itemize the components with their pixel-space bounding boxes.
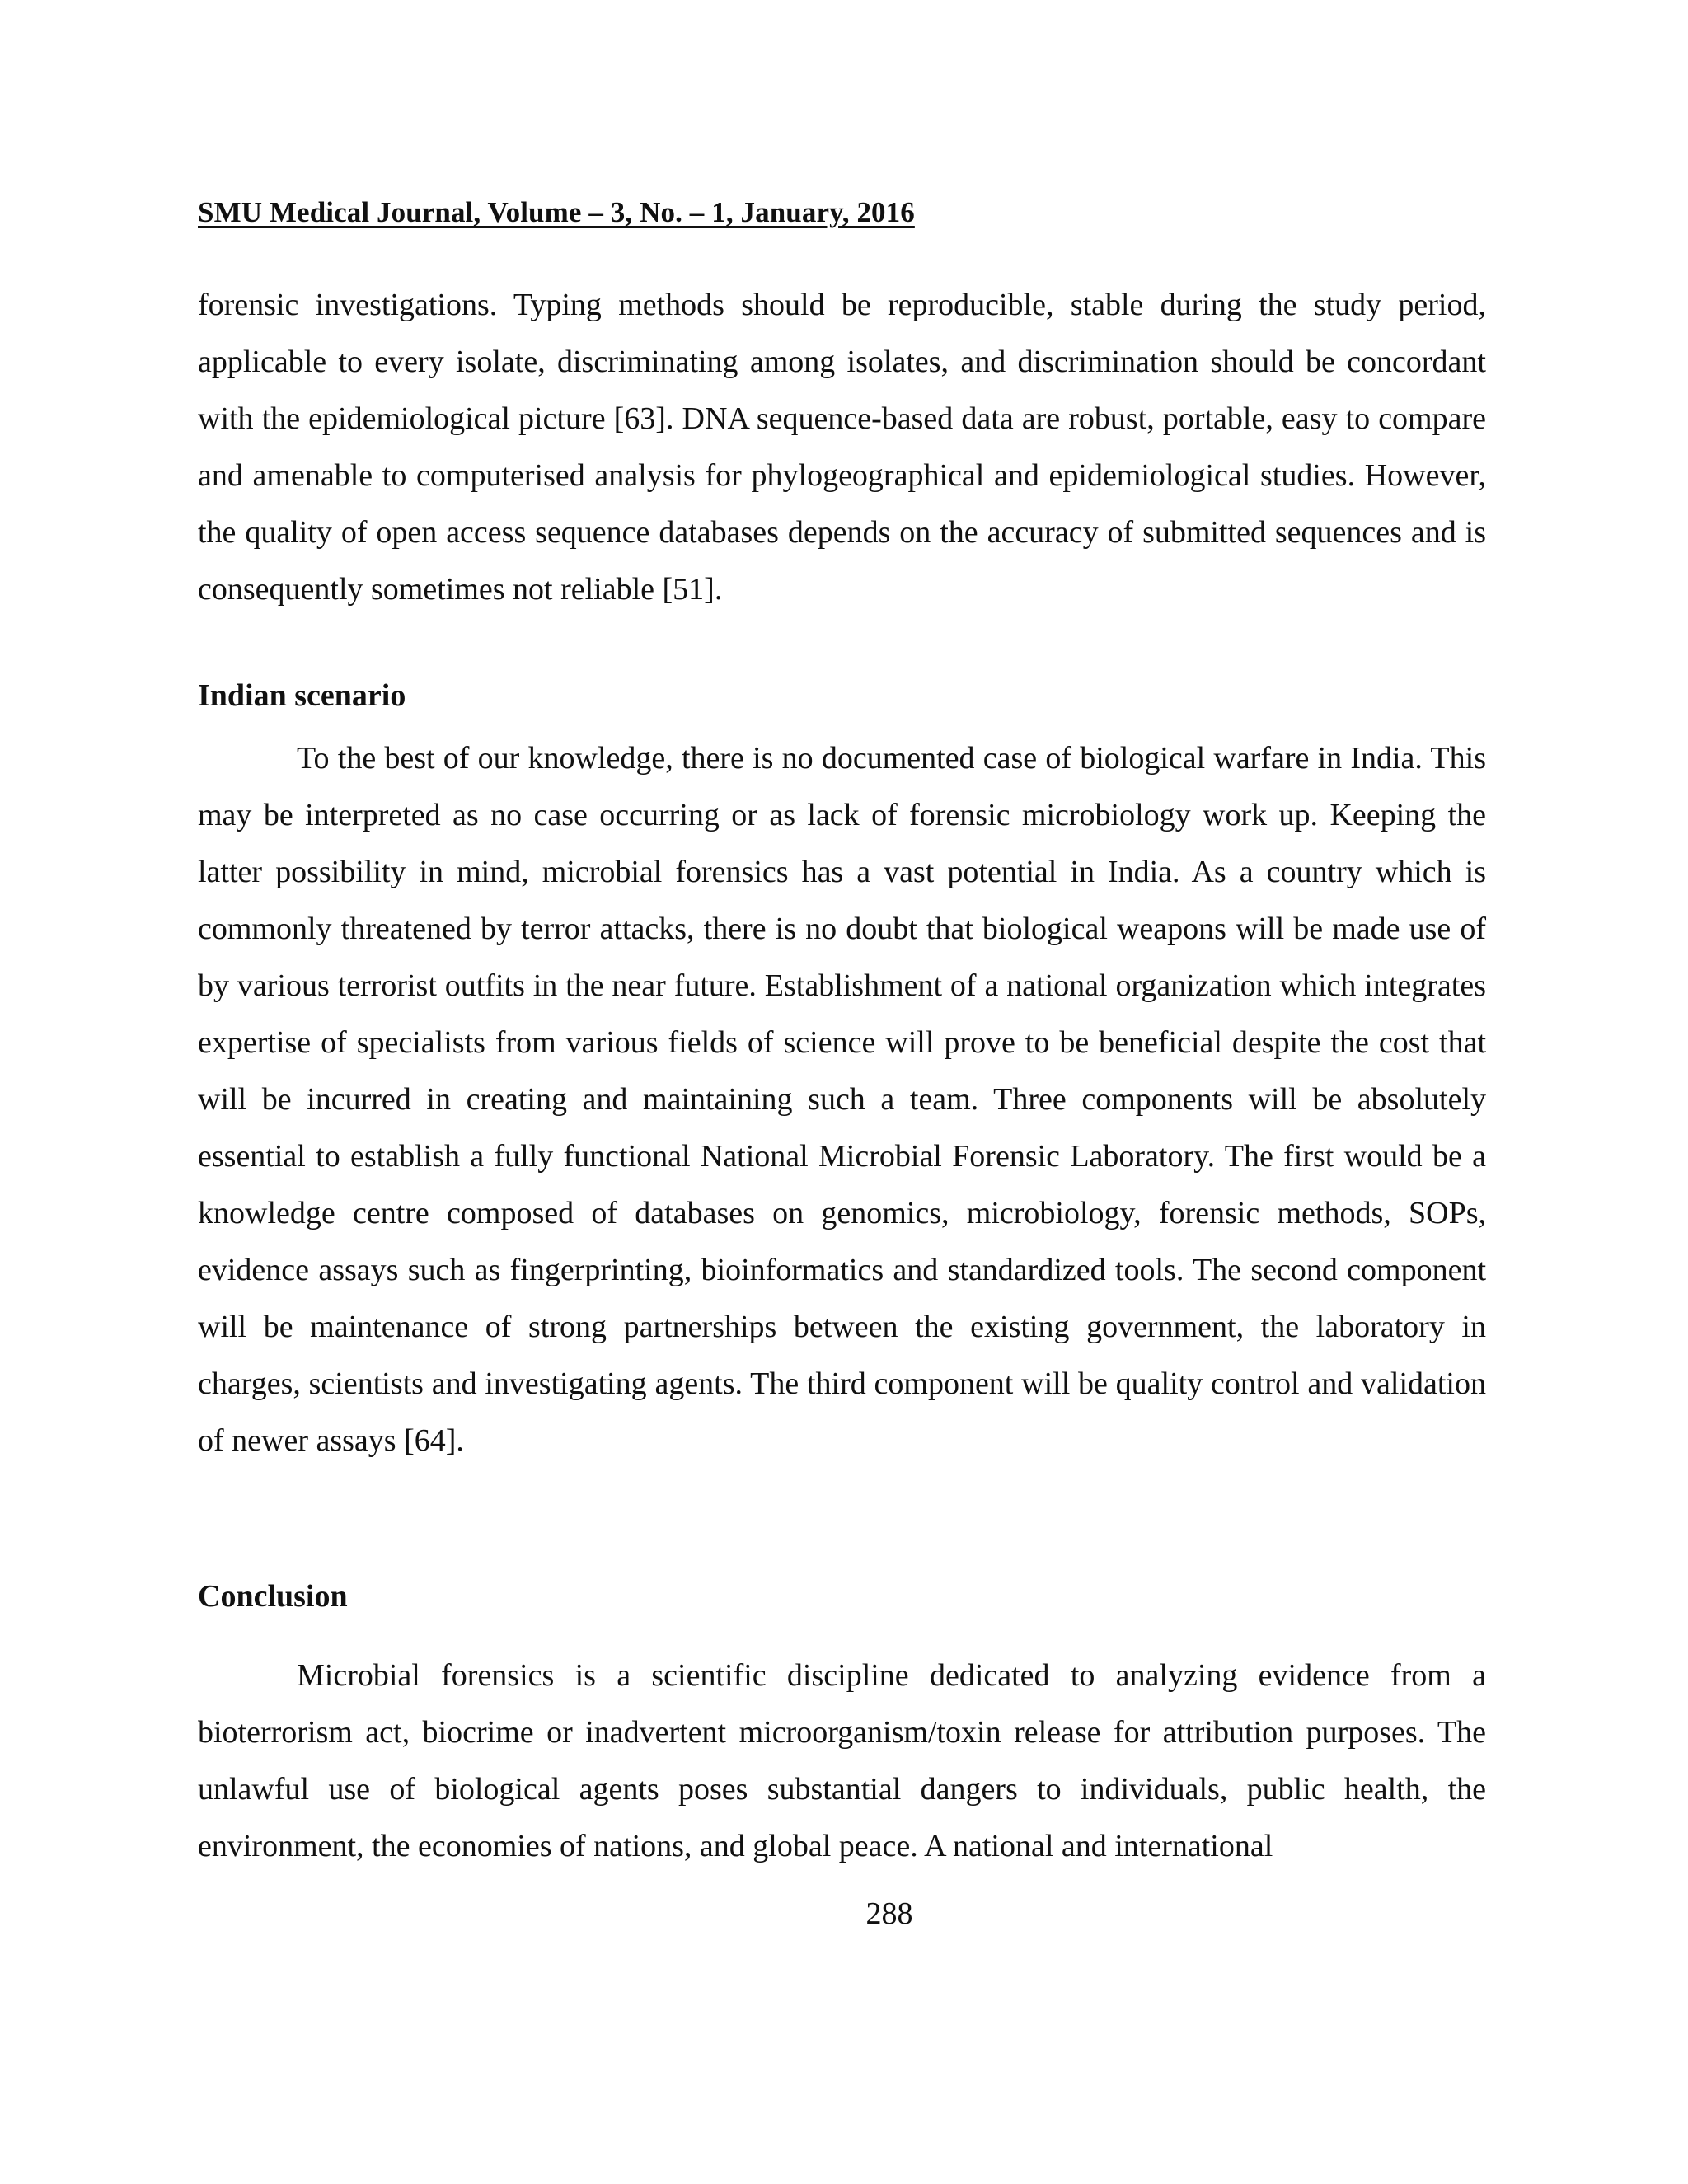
conclusion-paragraph: Microbial forensics is a scientific discipline dedicated to analyzing evidence from a bioterrorism act, biocrime or inadvertent microorganism/toxin release for attribution purposes. The unlawful use of biological agents poses substantial dangers to individuals, public health, the environment, the economies of nations, and global peace. A national and international [198,1658,1486,1863]
heading-conclusion: Conclusion [198,1579,348,1614]
heading-indian-scenario: Indian scenario [198,678,406,713]
page-number: 288 [865,1896,913,1931]
continuation-paragraph: forensic investigations. Typing methods should be reproducible, stable during the study period, applicable to every isolate, discriminating among isolates, and discrimination should be concordant with the epidemiological picture [63]. DNA sequence-based data are robust, portable, easy to compare and amenable to computerised analysis for phylogeographical and epidemiological studies. However, the quality of open access sequence databases depends on the accuracy of submitted sequences and is consequently sometimes not reliable [51]. [198,288,1486,607]
indian-scenario-paragraph: To the best of our knowledge, there is no documented case of biological warfare in India. This may be interpreted as no case occurring or as lack of forensic microbiology work up. Keeping the latter possibility in mind, microbial forensics has a vast potential in India. As a country which is commonly threatened by terror attacks, there is no doubt that biological weapons will be made use of by various terrorist outfits in the near future. Establishment of a national organization which integrates expertise of specialists from various fields of science will prove to be beneficial despite the cost that will be incurred in creating and maintaining such a team. Three components will be absolutely essential to establish a fully functional National Microbial Forensic Laboratory. The first would be a knowledge centre composed of databases on genomics, microbiology, forensic methods, SOPs, evidence assays such as fingerprinting, bioinformatics and standardized tools. The second component will be maintenance of strong partnerships between the existing government, the laboratory in charges, scientists and investigating agents. The third component will be quality control and validation of newer assays [64]. [198,741,1486,1458]
indian-scenario-section [198,730,1486,1469]
conclusion-section [198,1647,1486,1875]
continuation-section [198,277,1486,618]
running-header: SMU Medical Journal, Volume – 3, No. – 1, January, 2016 [198,196,915,228]
